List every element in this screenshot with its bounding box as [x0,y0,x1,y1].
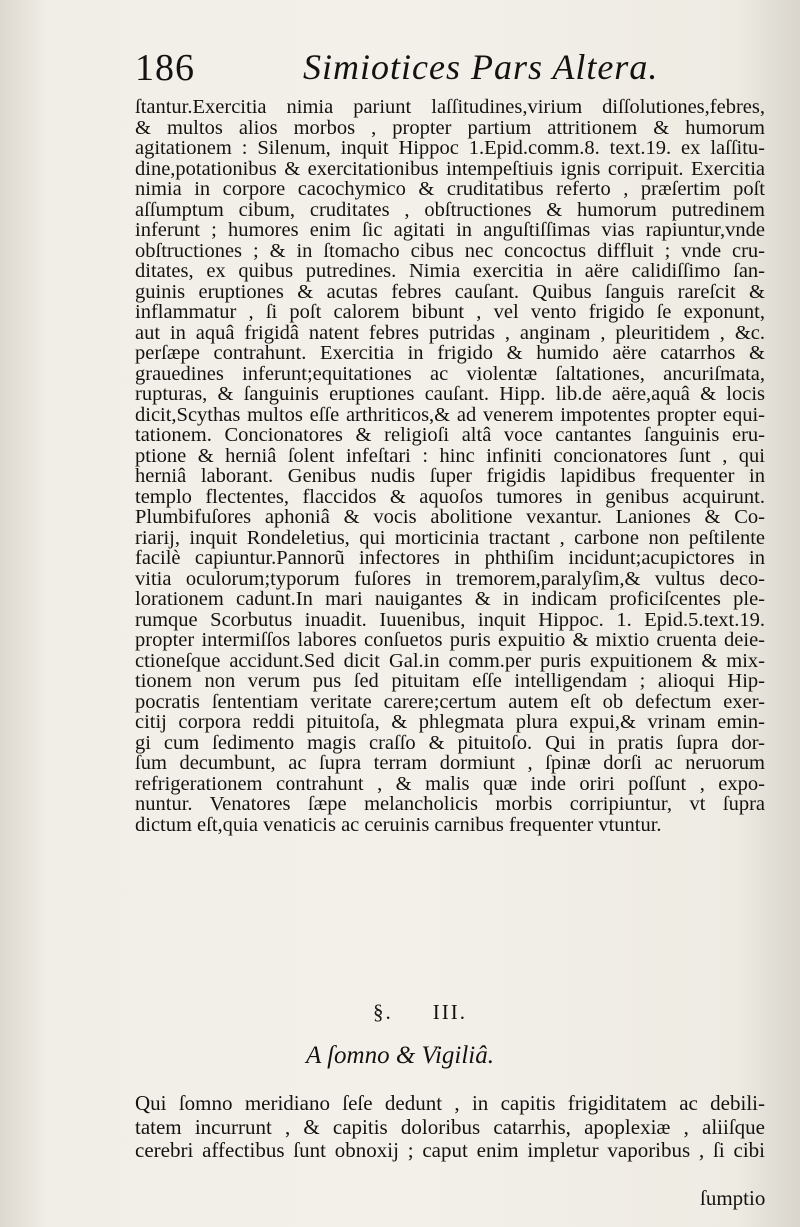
running-title: Simiotices Pars Altera. [303,47,659,87]
text-line: gi cum ſedimento magis craſſo & pituitoſo. Qui in pratis ſupra dor- [135,731,765,754]
text-line: citij corpora reddi pituitoſa, & phlegmata plura expui,& vrinam emin- [135,711,765,733]
text-line: vitia oculorum;typorum fuſores in tremorem,paralyſim,& vultus deco- [135,567,765,590]
section-text-line: cerebri affectibus ſunt obnoxij ; caput enim impletur vaporibus , ſi cibi [135,1138,765,1162]
catchword: ſumptio [700,1186,766,1210]
text-line: obſtructiones ; & in ſtomacho cibus nec concoctus diffluit ; vnde cru- [135,239,765,262]
section-symbol: §. [373,1000,393,1024]
text-line: agitationem : Silenum, inquit Hippoc 1.Epid.comm.8. text.19. ex laſſitu- [135,137,765,159]
text-line: dictum eſt,quia venaticis ac ceruinis carnibus frequenter vtuntur. [135,813,662,836]
section-heading [0,1000,800,1025]
text-line: templo flectentes, flaccidos & aquoſos tumores in genibus acquirunt. [135,485,765,508]
section-text-line: tatem incurrunt , & capitis doloribus catarrhis, apoplexiæ , aliiſque [135,1114,765,1139]
text-line: ſtantur.Exercitia nimia pariunt laſſitudines,virium diſſolutiones,febres, [135,96,765,118]
section-number: III. [432,1000,467,1024]
text-line: refrigerationem contrahunt , & malis quæ inde oriri poſſunt , expo- [135,772,765,795]
text-line: perſæpe contrahunt. Exercitia in frigido & humido aëre catarrhos & [135,342,765,364]
text-line: Plumbifuſores aphoniâ & vocis abolitione vexantur. Laniones & Co- [135,506,765,528]
text-line: tationem. Concionatores & religioſi altâ voce cantantes ſanguinis eru- [135,424,765,446]
text-line: lorationem cadunt.In mari nauigantes & in indicam proficiſcentes ple- [135,588,765,610]
text-line: guinis eruptiones & acutas febres cauſant. Quibus ſanguis rareſcit & [135,280,765,303]
text-line: herniâ laborant. Genibus nudis ſuper frigidis lapidibus frequenter in [135,465,765,487]
text-line: inflammatur , ſi poſt calorem bibunt , vel vento frigido ſe exponunt, [135,301,765,323]
text-line: pocratis ſententiam veritate carere;certum autem eſt ob defectum exer- [135,690,765,713]
section-text-line: Qui ſomno meridiano ſeſe dedunt , in capitis frigiditatem ac debili- [135,1091,765,1115]
text-line: inferunt ; humores enim ſic agitati in anguſtiſſimas vias rapiuntur,vnde [135,219,765,241]
running-head [135,46,775,90]
text-line: aſſumptum cibum, cruditates , obſtructiones & humorum putredinem [135,198,765,221]
text-line: aut in aquâ frigidâ natent febres putridas , anginam , pleuritidem , &c. [135,321,765,344]
text-line: nimia in corpore cacochymico & cruditatibus referto , præſertim poſt [135,178,765,200]
section-title: A ſomno & Vigiliâ. [306,1042,494,1069]
text-line: dicit,Scythas multos eſſe arthriticos,& ad venerem impotentes propter equi- [135,403,765,426]
text-line: ptione & herniâ ſolent infeſtari : hinc infiniti concionatores ſunt , qui [135,444,765,467]
text-line: & multos alios morbos , propter partium attritionem & humorum [135,116,765,139]
text-line: ditates, ex quibus putredines. Nimia exercitia in aëre calidiſſimo ſan- [135,260,765,282]
section-text-block [135,1092,765,1163]
page-number: 186 [135,47,195,89]
text-line: dine,potationibus & exercitationibus intempeſtiuis ignis corripuit. Exercitia [135,157,765,180]
text-line: tionem non verum pus ſed pituitam eſſe intelligendam ; alioqui Hip- [135,670,765,692]
text-line: rupturas, & ſanguinis eruptiones cauſant. Hipp. lib.de aëre,aquâ & locis [135,383,765,405]
text-line: ctioneſque accidunt.Sed dicit Gal.in comm.per puris expuitionem & mix- [135,649,765,672]
text-line: rumque Scorbutus inuadit. Iuuenibus, inquit Hippoc. 1. Epid.5.text.19. [135,608,765,631]
text-line: grauedines inferunt;equitationes ac violentæ ſaltationes, ancuriſmata, [135,362,765,385]
main-text-block [135,97,765,835]
text-line: ſum decumbunt, ac ſupra terram dormiunt , ſpinæ dorſi ac neruorum [135,752,765,774]
text-line: nuntur. Venatores ſæpe melancholicis morbis corripiuntur, vt ſupra [135,793,765,815]
text-line: propter intermiſſos labores conſuetos puris expuitio & mixtio cruenta deie- [135,629,765,651]
text-line: facilè capiuntur.Pannorũ infectores in phthiſim incidunt;acupictores in [135,547,765,569]
text-line: riarij, inquit Rondeletius, qui morticinia tractant , carbone non peſtilente [135,526,765,549]
